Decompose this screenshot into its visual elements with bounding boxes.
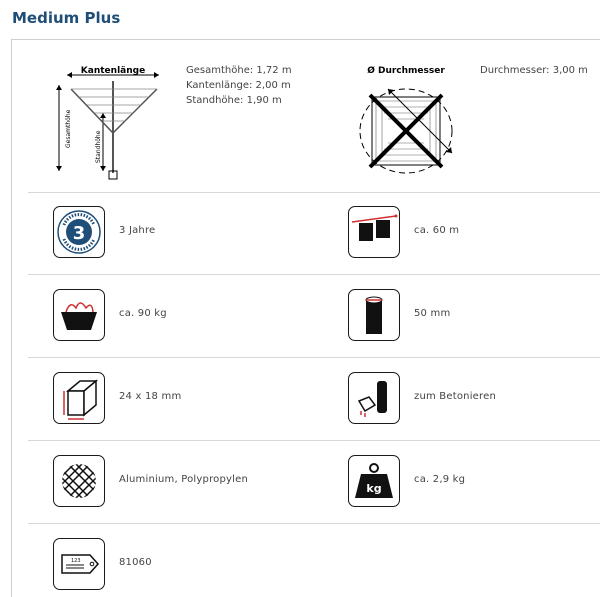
row-divider xyxy=(28,357,600,358)
rotary-dryer-icon xyxy=(53,63,173,181)
article-number-tag-icon xyxy=(53,538,105,590)
warranty-value: 3 Jahre xyxy=(119,225,156,236)
installation-value: zum Betonieren xyxy=(414,391,497,402)
pole-diameter-value: 50 mm xyxy=(414,308,451,319)
product-specs-panel xyxy=(11,39,600,597)
load-capacity-value: ca. 90 kg xyxy=(119,308,167,319)
concrete-base-icon xyxy=(348,372,400,424)
kantenlaenge-value: Kantenlänge: 2,00 m xyxy=(186,80,291,91)
diameter-diagram xyxy=(348,63,467,181)
dryer-dimensions-diagram xyxy=(53,63,173,181)
kantenlaenge-label: Kantenlänge xyxy=(80,66,146,76)
svg-text:3: 3 xyxy=(72,223,86,244)
material-value: Aluminium, Polypropylen xyxy=(119,474,249,485)
svg-text:123: 123 xyxy=(71,558,81,564)
pole-diameter-icon xyxy=(348,289,400,341)
profile-dimension-value: 24 x 18 mm xyxy=(119,391,182,402)
row-divider xyxy=(28,274,600,275)
diameter-text xyxy=(480,63,588,78)
durchmesser-label: Ø Durchmesser xyxy=(367,66,445,76)
dryer-dimensions-text xyxy=(186,63,292,108)
article-number-value: 81060 xyxy=(119,557,152,568)
gesamthoehe-label: Gesamthöhe xyxy=(65,109,72,148)
weight-icon xyxy=(348,455,400,507)
material-mesh-icon xyxy=(53,455,105,507)
profile-dimension-icon xyxy=(53,372,105,424)
laundry-basket-load-icon xyxy=(53,289,105,341)
row-divider xyxy=(28,192,600,193)
weight-value: ca. 2,9 kg xyxy=(414,474,466,485)
warranty-3-years-icon xyxy=(53,206,105,258)
gesamthoehe-value: Gesamthöhe: 1,72 m xyxy=(186,65,292,76)
durchmesser-value: Durchmesser: 3,00 m xyxy=(480,65,588,76)
clothesline-length-icon xyxy=(348,206,400,258)
row-divider xyxy=(28,523,600,524)
page-title: Medium Plus xyxy=(12,9,121,27)
svg-text:kg: kg xyxy=(366,482,382,495)
row-divider xyxy=(28,440,600,441)
standhoehe-label: Standhöhe xyxy=(95,130,102,163)
diameter-icon xyxy=(348,63,467,181)
clothesline-value: ca. 60 m xyxy=(414,225,460,236)
standhoehe-value: Standhöhe: 1,90 m xyxy=(186,95,282,106)
